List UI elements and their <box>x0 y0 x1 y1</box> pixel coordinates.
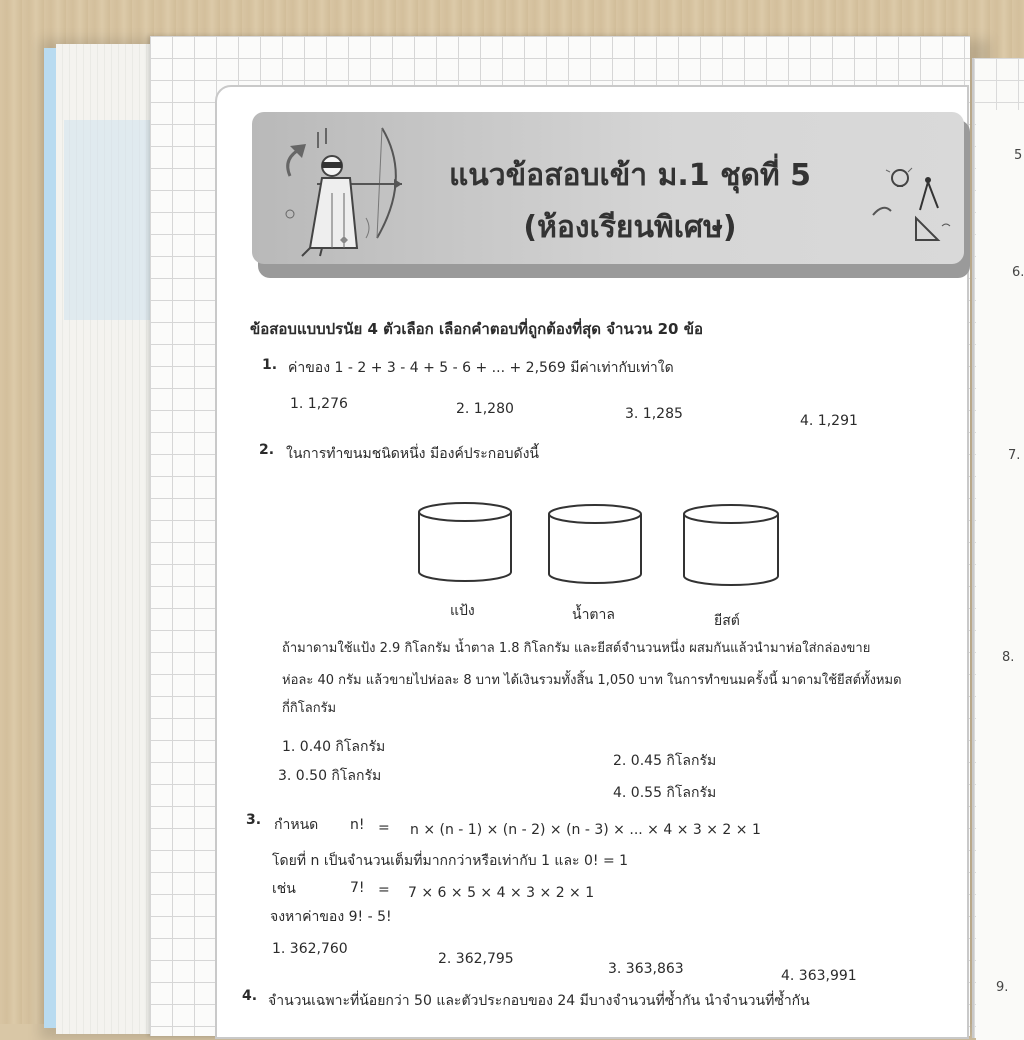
ingredient-label: น้ำตาล <box>572 607 615 623</box>
instructions: ข้อสอบแบบปรนัย 4 ตัวเลือก เลือกคำตอบที่ถูกต้องที่สุด จำนวน 20 ข้อ <box>250 320 703 338</box>
choice-option[interactable]: 3. 0.50 กิโลกรัม <box>278 768 382 784</box>
ingredient-label: ยีสต์ <box>714 613 740 629</box>
right-page-inner <box>976 110 1024 1040</box>
choice-option[interactable]: 4. 1,291 <box>800 413 858 429</box>
question-ask: จงหาค่าของ 9! - 5! <box>270 909 392 925</box>
choice-option[interactable]: 1. 0.40 กิโลกรัม <box>282 739 386 755</box>
choice-option[interactable]: 1. 1,276 <box>290 396 348 412</box>
equals-sign: = <box>378 820 390 836</box>
equals-sign: = <box>378 882 390 898</box>
question-number: 2. <box>259 442 275 458</box>
question-body: ห่อละ 40 กรัม แล้วขายไปห่อละ 8 บาท ได้เงินรวมทั้งสิ้น 1,050 บาท ในการทำขนมครั้งนี้ มาดามใช้ยีสต์ทั้งหมด <box>282 673 902 688</box>
page-subtitle: (ห้องเรียนพิเศษ) <box>523 210 737 245</box>
ingredient-label: แป้ง <box>450 603 475 619</box>
question-body: ถ้ามาดามใช้แป้ง 2.9 กิโลกรัม น้ำตาล 1.8 กิโลกรัม และยีสต์จำนวนหนึ่ง ผสมกันแล้วนำมาห่อใส่กล่องขาย <box>282 641 871 656</box>
page-stack-tint <box>64 120 160 320</box>
example-label: เช่น <box>272 881 296 897</box>
right-page-number: 9. <box>996 980 1009 995</box>
question-number: 4. <box>242 988 258 1004</box>
choice-option[interactable]: 3. 1,285 <box>625 406 683 422</box>
choice-option[interactable]: 2. 362,795 <box>438 951 514 967</box>
example-lhs: 7! <box>350 880 365 896</box>
cylinder-yeast-icon <box>680 502 782 590</box>
page-title: แนวข้อสอบเข้า ม.1 ชุดที่ 5 <box>448 158 812 193</box>
question-text: ในการทำขนมชนิดหนึ่ง มีองค์ประกอบดังนี้ <box>286 446 540 462</box>
choice-option[interactable]: 2. 1,280 <box>456 401 514 417</box>
right-page-number: 7. <box>1008 448 1021 463</box>
choice-option[interactable]: 1. 362,760 <box>272 941 348 957</box>
question-body: กี่กิโลกรัม <box>282 701 337 716</box>
define-lhs: n! <box>350 817 365 833</box>
cylinder-flour-icon <box>415 500 515 586</box>
define-label: กำหนด <box>274 817 319 833</box>
define-rhs: n × (n - 1) × (n - 2) × (n - 3) × ... × 4 × 3 × 2 × 1 <box>410 822 761 838</box>
question-text: จำนวนเฉพาะที่น้อยกว่า 50 และตัวประกอบของ 24 มีบางจำนวนที่ซ้ำกัน นำจำนวนที่ซ้ำกัน <box>268 993 810 1009</box>
choice-option[interactable]: 2. 0.45 กิโลกรัม <box>613 753 717 769</box>
right-page-number: 6. <box>1012 265 1024 280</box>
question-number: 1. <box>262 357 278 373</box>
cylinder-sugar-icon <box>545 502 645 588</box>
right-page-number: 8. <box>1002 650 1015 665</box>
question-text: ค่าของ 1 - 2 + 3 - 4 + 5 - 6 + ... + 2,569 มีค่าเท่ากับเท่าใด <box>288 360 674 376</box>
choice-option[interactable]: 4. 0.55 กิโลกรัม <box>613 785 717 801</box>
choice-option[interactable]: 4. 363,991 <box>781 968 857 984</box>
choice-option[interactable]: 3. 363,863 <box>608 961 684 977</box>
example-rhs: 7 × 6 × 5 × 4 × 3 × 2 × 1 <box>408 885 595 901</box>
math-tools-illustration <box>868 160 953 250</box>
question-number: 3. <box>246 812 262 828</box>
question-condition: โดยที่ n เป็นจำนวนเต็มที่มากกว่าหรือเท่ากับ 1 และ 0! = 1 <box>272 853 629 869</box>
archer-illustration <box>262 118 412 258</box>
right-page-number: 5 <box>1014 148 1023 163</box>
